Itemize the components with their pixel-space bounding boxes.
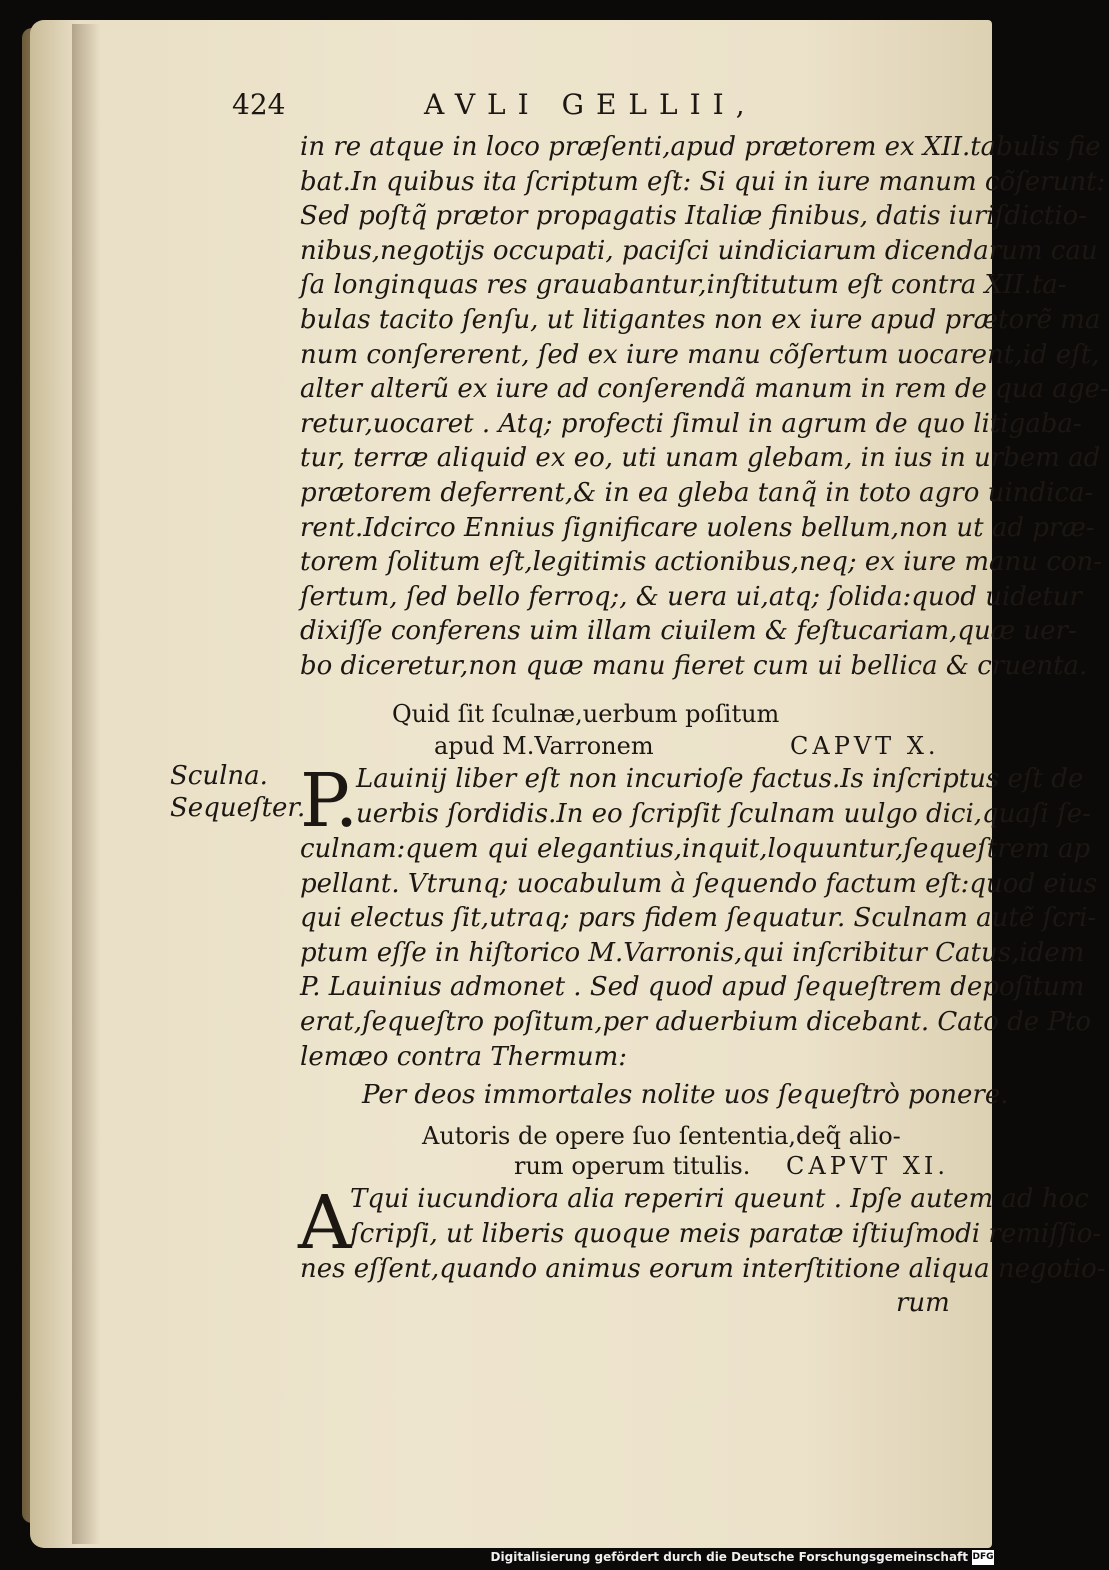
margin-note-sculna: Sculna. — [170, 761, 268, 791]
text-line: lemæo contra Thermum: — [300, 1041, 628, 1072]
digitization-credit: Digitalisierung gefördert durch die Deutsche Forschungsgemeinschaft — [490, 1550, 968, 1564]
text-line: erat,ſequeſtro poſitum,per aduerbium dicebant. Cato de Pto — [300, 1006, 1092, 1037]
text-line: nes eſſent,quando animus eorum interſtitione aliqua negotio- — [300, 1254, 1106, 1284]
text-line: alter alterũ ex iure ad conſerendã manum in rem de qua age- — [300, 374, 1109, 405]
text-line: ſcripſi, ut liberis quoque meis paratæ iſtiuſmodi remiſſio- — [350, 1218, 1102, 1249]
text-line: Sed poſtq̃ prætor propagatis Italiæ finibus, datis iuriſdictio- — [300, 201, 1087, 232]
margin-notes — [170, 760, 305, 824]
chapter-xi-title-line2: rum operum titulis. — [514, 1152, 751, 1180]
running-head-title: AVLI GELLII, — [424, 88, 757, 121]
text-line: torem ſolitum eſt,legitimis actionibus,neq; ex iure manu con- — [300, 547, 1103, 578]
chapter-x-title-line2: apud M.Varronem — [434, 732, 654, 760]
text-line: bat.In quibus ita ſcriptum eſt: Si qui in iure manum cõſerunt: — [300, 166, 1106, 197]
catchword: rum — [896, 1288, 950, 1318]
text-line: in re atque in loco præſenti,apud prætorem ex XII.tabulis fie — [300, 132, 1101, 162]
chapter-xi-caput: CAPVT XI. — [786, 1152, 950, 1180]
chapter-x-caput: CAPVT X. — [790, 732, 940, 760]
text-line: tur, terræ aliquid ex eo, uti unam glebam, in ius in urbem ad — [300, 443, 1101, 474]
text-line: bo diceretur,non quæ manu fieret cum ui bellica & cruenta. — [300, 650, 1088, 681]
text-line: qui electus ſit,utraq; pars fidem ſequatur. Sculnam autẽ ſcri- — [300, 903, 1097, 934]
text-line: ſertum, ſed bello ferroq;, & uera ui,atq; ſolida:quod uidetur — [300, 581, 1082, 612]
text-line: Tqui iucundiora alia reperiri queunt . Ipſe autem ad hoc — [350, 1184, 1089, 1214]
chapter-x-body — [300, 832, 1097, 1074]
text-line: retur,uocaret . Atq; profecti ſimul in agrum de quo litigaba- — [300, 408, 1082, 439]
text-line: num conſererent, ſed ex iure manu cõſertum uocarent,id eſt, — [300, 339, 1100, 370]
text-line: rent.Idcirco Ennius ſignificare uolens bellum,non ut ad præ- — [300, 512, 1095, 543]
chapter-xi-title-line1: Autoris de opere ſuo ſententia,deq̃ alio- — [422, 1122, 901, 1150]
margin-note-sequester: Sequeſter. — [170, 793, 306, 823]
chapter-xi-body — [300, 1252, 1106, 1287]
chapter-x-title-line1: Quid ſit ſculnæ,uerbum poſitum — [392, 700, 780, 728]
text-line: ſa longinquas res grauabantur,inſtitutum eſt contra XII.ta- — [300, 270, 1067, 301]
text-line: P. Lauinius admonet . Sed quod apud ſequeſtrem depoſitum — [300, 972, 1085, 1003]
chapter-x-first-lines — [356, 762, 1091, 831]
text-line: prætorem deferrent,& in ea gleba tanq̃ in toto agro uindica- — [300, 477, 1094, 508]
body-text-block — [300, 130, 1109, 684]
dropcap-a: A — [298, 1180, 352, 1266]
text-line: dixiſſe conferens uim illam ciuilem & feſtucariam,quæ uer- — [300, 616, 1077, 647]
dropcap-p: P. — [300, 758, 359, 844]
text-line: bulas tacito ſenſu, ut litigantes non ex iure apud prætorẽ ma — [300, 304, 1101, 335]
text-line: Lauinij liber eſt non incurioſe factus.Is inſcriptus eſt de — [356, 764, 1084, 794]
text-line: pellant. Vtrunq; uocabulum à ſequendo factum eſt:quod eius — [300, 868, 1098, 899]
dfg-logo: DFG — [972, 1550, 994, 1565]
page-number: 424 — [232, 88, 286, 121]
text-line: ptum eſſe in hiſtorico M.Varronis,qui inſcribitur Catus,idem — [300, 937, 1085, 968]
cato-quote: Per deos immortales nolite uos ſequeſtrò ponere. — [362, 1080, 1009, 1110]
text-line: nibus,negotijs occupati, paciſci uindiciarum dicendarum cau — [300, 235, 1098, 266]
text-line: culnam:quem qui elegantius,inquit,loquuntur,ſequeſtrem ap — [300, 834, 1091, 864]
chapter-xi-first-lines — [350, 1182, 1101, 1251]
gutter-shadow — [72, 24, 100, 1544]
text-line: uerbis ſordidis.In eo ſcripſit ſculnam uulgo dici,quaſi ſe- — [356, 798, 1091, 829]
